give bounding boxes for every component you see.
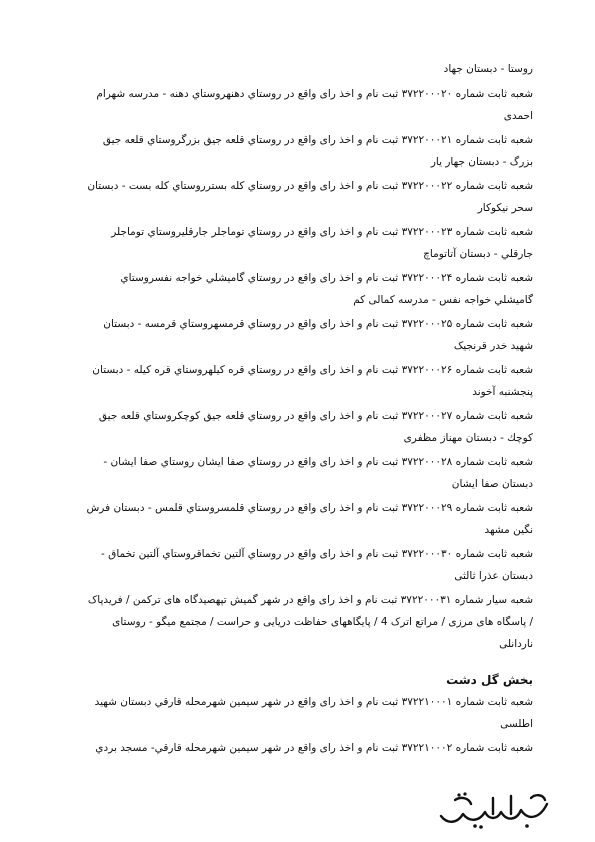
governorate-logo	[435, 790, 555, 832]
section-polling-station-list	[63, 691, 533, 759]
polling-station-entry	[63, 497, 533, 541]
entry-line: شعبه ثابت شماره ۳۷۲۲۰۰۰۲۷ ثبت نام و اخذ رای واقع در روستاي قلعه جيق كوچكروستاي قلعه جيق	[98, 410, 533, 422]
entry-line: شعبه سيار شماره ۳۷۲۲۰۰۰۳۱ ثبت نام و اخذ رای واقع در شهر گمیش تپهصیدگاه های ترکمن / فریدپاک	[87, 594, 533, 606]
polling-station-entry	[63, 313, 533, 357]
polling-station-entry	[63, 543, 533, 587]
entry-line: گاميشلي خواجه نفس - مدرسه کمالی کم	[353, 294, 533, 306]
polling-station-entry	[63, 359, 533, 403]
section-heading: بخش گل دشت	[446, 673, 533, 687]
entry-line: / پاسگاه های مرزی / مراتع اترک 4 / پایگاههای حفاظت دریایی و حراست / مجتمع میگو - روستای	[112, 616, 533, 628]
polling-station-entry	[63, 451, 533, 495]
polling-station-entry	[63, 129, 533, 173]
entry-line: ناردانلی	[499, 638, 533, 650]
polling-station-entry	[63, 691, 533, 735]
entry-line: شعبه ثابت شماره ۳۷۲۲۰۰۰۲۹ ثبت نام و اخذ رای واقع در روستاي قلمسروستاي قلمس - دبستان فرش	[86, 502, 533, 514]
entry-line: شعبه ثابت شماره ۳۷۲۲۰۰۰۲۶ ثبت نام و اخذ رای واقع در روستاي قره كيلهروستاي قره كيله - دبستان	[92, 364, 533, 376]
entry-line: شعبه ثابت شماره ۳۷۲۲۱۰۰۰۱ ثبت نام و اخذ رای واقع در شهر سيمين شهرمحله قارقي دبستان شهيد	[94, 696, 533, 708]
polling-station-entry	[63, 405, 533, 449]
intro-line: روستا - دبستان جهاد	[443, 63, 533, 75]
polling-station-entry	[63, 175, 533, 219]
entry-line: شعبه ثابت شماره ۳۷۲۲۰۰۰۲۴ ثبت نام و اخذ رای واقع در روستاي گاميشلي خواجه نفسروستاي	[120, 272, 533, 284]
document-body	[63, 58, 533, 761]
entry-line: شعبه ثابت شماره ۳۷۲۲۰۰۰۳۰ ثبت نام و اخذ رای واقع در روستاي آلتين تخماقروستاي آلتين تخماق -	[101, 548, 533, 560]
polling-station-entry	[63, 83, 533, 127]
entry-line: شعبه ثابت شماره ۳۷۲۲۰۰۰۲۰ ثبت نام و اخذ رای واقع در روستاي دهنهروستاي دهنه - مدرسه شهرام	[96, 88, 533, 100]
polling-station-entry	[63, 589, 533, 655]
entry-line: شعبه ثابت شماره ۳۷۲۲۰۰۰۲۱ ثبت نام و اخذ رای واقع در روستاي قلعه جيق بزرگروستاي قلعه جيق	[102, 134, 533, 146]
entry-line: شعبه ثابت شماره ۳۷۲۲۰۰۰۲۲ ثبت نام و اخذ رای واقع در روستاي كله بسترروستاي كله بست - دبستان	[87, 180, 533, 192]
entry-line: شعبه ثابت شماره ۳۷۲۲۰۰۰۲۵ ثبت نام و اخذ رای واقع در روستاي قرمسهروستاي قرمسه - دبستان	[103, 318, 533, 330]
polling-station-entry	[63, 737, 533, 759]
entry-line: بزرگ - دبستان جهار یار	[430, 156, 533, 168]
entry-line: شعبه ثابت شماره ۳۷۲۲۰۰۰۲۳ ثبت نام و اخذ رای واقع در روستاي توماجلر جارقليروستاي توماجلر	[111, 226, 533, 238]
polling-station-list	[63, 83, 533, 655]
entry-line: دبستان صفا ایشان	[451, 478, 533, 490]
entry-line: جارقلي - دبستان آتاتوماچ	[423, 248, 533, 260]
polling-station-entry	[63, 267, 533, 311]
entry-line: شهید خدر قرنجیک	[453, 340, 533, 352]
entry-line: دبستان عذرا ثالثی	[454, 570, 533, 582]
entry-line: پنجشنبه آخوند	[472, 386, 533, 398]
entry-line: اطلسی	[500, 718, 533, 730]
entry-line: شعبه ثابت شماره ۳۷۲۲۰۰۰۲۸ ثبت نام و اخذ رای واقع در روستاي صفا ايشان روستاي صفا ايشان -	[103, 456, 533, 468]
entry-line: كوچك - دبستان مهناز مظفری	[403, 432, 533, 444]
entry-line: نگین مشهد	[484, 524, 533, 536]
entry-line: شعبه ثابت شماره ۳۷۲۲۱۰۰۰۲ ثبت نام و اخذ رای واقع در شهر سيمين شهرمحله قارقي- مسجد بردي	[95, 742, 533, 754]
polling-station-entry	[63, 221, 533, 265]
entry-line: سحر نیکوکار	[477, 202, 533, 214]
entry-line: احمدی	[503, 110, 533, 122]
